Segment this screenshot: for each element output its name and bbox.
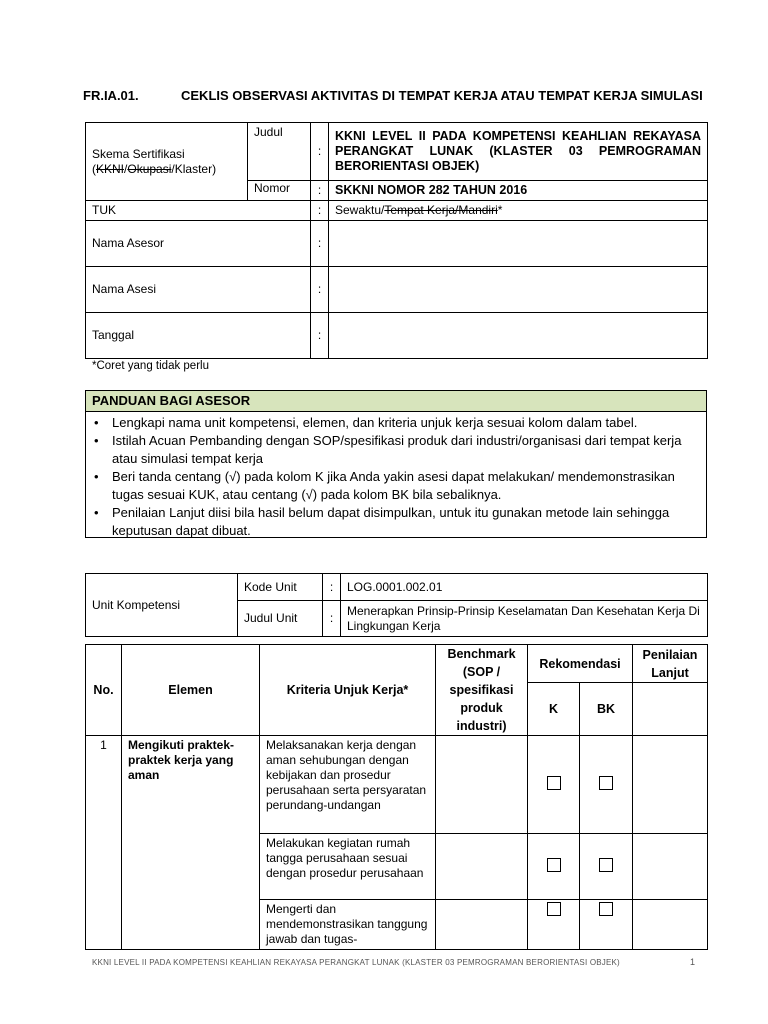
bk-cell	[580, 834, 633, 900]
kuk-item: Melaksanakan kerja dengan aman sehubungan dengan kebijakan dan prosedur perusahaan serta persyaratan perundang-undangan	[260, 736, 436, 834]
form-code: FR.IA.01.	[83, 88, 139, 103]
header-rekomendasi: Rekomendasi	[528, 645, 633, 683]
bk-checkbox[interactable]	[599, 858, 613, 872]
k-cell	[528, 834, 580, 900]
judul-value: KKNI LEVEL II PADA KOMPETENSI KEAHLIAN REKAYASA PERANGKAT LUNAK (KLASTER 03 PEMROGRAMAN BERORIENTASI OBJEK)	[329, 123, 708, 181]
assessment-table	[85, 644, 708, 950]
k-checkbox[interactable]	[547, 776, 561, 790]
panduan-box	[85, 390, 707, 538]
colon: :	[311, 267, 329, 313]
penilaian-cell[interactable]	[633, 834, 708, 900]
colon: :	[311, 123, 329, 181]
header-kuk: Kriteria Unjuk Kerja*	[260, 645, 436, 736]
k-checkbox[interactable]	[547, 858, 561, 872]
bk-cell	[580, 736, 633, 834]
kode-value: LOG.0001.002.01	[341, 574, 708, 601]
judul-label: Judul	[248, 123, 311, 181]
nomor-label: Nomor	[248, 181, 311, 201]
bk-checkbox[interactable]	[599, 776, 613, 790]
page-number: 1	[690, 957, 696, 967]
header-benchmark: Benchmark (SOP / spesifikasi produk industri)	[436, 645, 528, 736]
judul-unit-label: Judul Unit	[238, 601, 323, 637]
kuk-item: Melakukan kegiatan rumah tangga perusahaan sesuai dengan prosedur perusahaan	[260, 834, 436, 900]
judul-unit-value: Menerapkan Prinsip-Prinsip Keselamatan Dan Kesehatan Kerja Di Lingkungan Kerja	[341, 601, 708, 637]
benchmark-cell[interactable]	[436, 736, 528, 834]
row-elemen: Mengikuti praktek-praktek kerja yang aman	[122, 736, 260, 950]
colon: :	[311, 201, 329, 221]
row-no: 1	[86, 736, 122, 950]
kode-label: Kode Unit	[238, 574, 323, 601]
tanggal-label: Tanggal	[86, 313, 311, 359]
header-k: K	[528, 683, 580, 736]
asesor-label: Nama Asesor	[86, 221, 311, 267]
skema-label: Skema Sertifikasi (KKNI/Okupasi/Klaster)	[86, 123, 248, 201]
penilaian-cell[interactable]	[633, 736, 708, 834]
panduan-item: • Penilaian Lanjut diisi bila hasil belum dapat disimpulkan, untuk itu gunakan metode lain sehingga keputusan dapat dibuat.	[112, 504, 698, 540]
k-checkbox[interactable]	[547, 902, 561, 916]
asesor-field[interactable]	[329, 221, 708, 267]
penilaian-cell[interactable]	[633, 900, 708, 950]
panduan-item: • Istilah Acuan Pembanding dengan SOP/spesifikasi produk dari industri/organisasi dari tempat kerja atau simulasi tempat kerja	[112, 432, 698, 468]
asesi-field[interactable]	[329, 267, 708, 313]
form-title: CEKLIS OBSERVASI AKTIVITAS DI TEMPAT KERJA ATAU TEMPAT KERJA SIMULASI	[181, 88, 703, 103]
header-elemen: Elemen	[122, 645, 260, 736]
header-penilaian: Penilaian Lanjut	[633, 645, 708, 683]
header-penilaian-blank	[633, 683, 708, 736]
panduan-list	[86, 412, 706, 540]
header-bk: BK	[580, 683, 633, 736]
bk-cell	[580, 900, 633, 950]
panduan-item: • Lengkapi nama unit kompetensi, elemen, dan kriteria unjuk kerja sesuai kolom dalam tabel.	[112, 414, 698, 432]
colon: :	[311, 221, 329, 267]
colon: :	[323, 601, 341, 637]
colon: :	[311, 313, 329, 359]
tuk-value: Sewaktu/Tempat Kerja/Mandiri*	[329, 201, 708, 221]
kuk-item: Mengerti dan mendemonstrasikan tanggung jawab dan tugas-	[260, 900, 436, 950]
k-cell	[528, 736, 580, 834]
benchmark-cell[interactable]	[436, 834, 528, 900]
tanggal-field[interactable]	[329, 313, 708, 359]
benchmark-cell[interactable]	[436, 900, 528, 950]
colon: :	[323, 574, 341, 601]
info-table	[85, 122, 708, 359]
header-no: No.	[86, 645, 122, 736]
panduan-title: PANDUAN BAGI ASESOR	[86, 391, 706, 412]
asesi-label: Nama Asesi	[86, 267, 311, 313]
page-footer: KKNI LEVEL II PADA KOMPETENSI KEAHLIAN REKAYASA PERANGKAT LUNAK (KLASTER 03 PEMROGRAMAN BERORIENTASI OBJEK)	[92, 958, 620, 967]
bk-checkbox[interactable]	[599, 902, 613, 916]
unit-label: Unit Kompetensi	[86, 574, 238, 637]
panduan-item: • Beri tanda centang (√) pada kolom K jika Anda yakin asesi dapat melakukan/ mendemonstrasikan tugas sesuai KUK, atau centang (√) pada kolom BK bila sebaliknya.	[112, 468, 698, 504]
unit-table	[85, 573, 708, 637]
nomor-value: SKKNI NOMOR 282 TAHUN 2016	[329, 181, 708, 201]
k-cell	[528, 900, 580, 950]
strike-note: *Coret yang tidak perlu	[92, 360, 209, 372]
tuk-label: TUK	[86, 201, 311, 221]
colon: :	[311, 181, 329, 201]
